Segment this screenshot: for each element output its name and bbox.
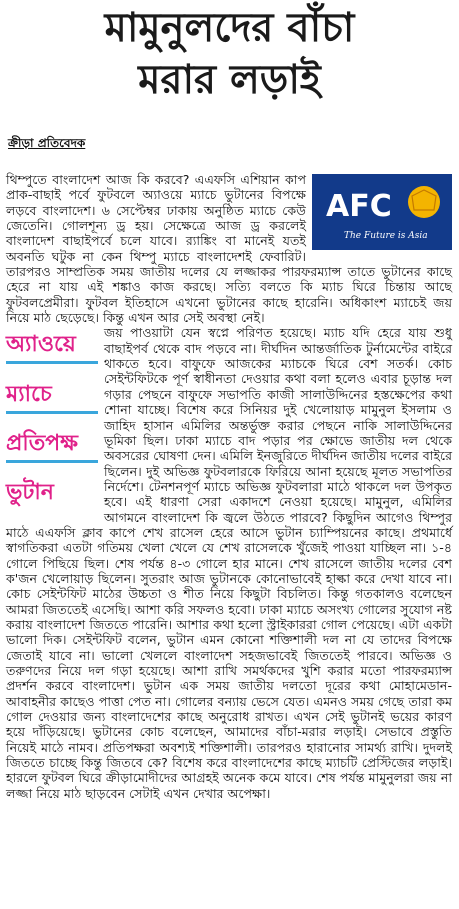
headline	[0, 2, 459, 106]
headline-line-2: মরার লড়াই	[138, 56, 321, 103]
pull-quote	[6, 329, 98, 509]
afc-logo-text: AFC	[326, 189, 392, 224]
article-body	[6, 172, 452, 801]
afc-tagline: The Future is Asia	[344, 231, 428, 241]
afc-logo	[312, 174, 452, 250]
article-paragraph-2: জয় পাওয়াটা যেন স্বপ্নে পরিণত হয়েছে। ম্যাচ যদি হেরে যায় শুধু বাছাইপর্ব থেকে বাদ পড়বে না। দীর্ঘদিন আন্তর্জাতিক টুর্নামেন্টের বাইরে থাকতে হবে। বাফুফে আজকের ম্যাচকে ঘিরে বেশ সতর্ক। কোচ সেইন্টফিটকে পূর্ণ স্বাধীনতা দেওয়ার কথা বলা হলেও এবার চূড়ান্ত দল গড়ার পেছনে বাফুফে সভাপতি কাজী সালাউদ্দিনের হস্তক্ষেপের কথা শোনা যাচ্ছে। বিশেষ করে সিনিয়র দুই খেলোয়াড় মামুনুল ইসলাম ও জাহিদ হাসান এমিলির অন্তর্ভুক্ত করার পেছনে নাকি সালাউদ্দিনের ভূমিকা ছিল। ঢাকা ম্যাচে বাদ পড়ার পর ক্ষোভে জাতীয় দল থেকে অবসরের ঘোষণা দেন। এমিলি ইনজুরিতে দীর্ঘদিন জাতীয় দলের বাইরে ছিলেন। দুই অভিজ্ঞ ফুটবলারকে ফিরিয়ে আনা হয়েছে মূলত সভাপতির নির্দেশে। টেনশনপূর্ণ ম্যাচে অভিজ্ঞ ফুটবলারা মাঠে থাকলে দল উপকৃত হবে। এই ধারণা সেরা একাদশে নেওয়া হয়েছে। মামুনুল, এমিলির আগমনে বাংলাদেশ কি জ্বলে উঠতে পারবে? কিছুদিন আগেও থিম্পুর মাঠে এএফসি ক্লাব কাপে শেখ রাসেল হেরে আসে ভুটান চ্যাম্পিয়নের কাছে। প্রথমার্ধে স্বাগতিকরা এতটা গতিময় খেলা খেলে যে শেখ রাসেলকে খুঁজেই পাওয়া যাচ্ছিল না। ১-৪ গোলে পিছিয়ে ছিল। শেষ পর্যন্ত ৪-৩ গোলে হার মানে। শেখ রাসেলে জাতীয় দলের বেশ ক'জন খেলোয়াড় ছিলেন। সুতরাং আজ ভুটানকে কোনোভাবেই হাল্কা করে দেখা যাবে না। কোচ সেইন্টফিট মাঠের উচ্চতা ও শীত নিয়ে কিছুটা বিচলিত। কিন্তু গতকালও বলেছেন আমরা জিততেই এসেছি। আশা করি সফলও হবো। ঢাকা ম্যাচে অসংখ্য গোলের সুযোগ নষ্ট করায় বাংলাদেশ জিততে পারেনি। আশার কথা হলো স্ট্রাইকাররা গোল পেয়েছে। এটা একটা ভালো দিক। সেইন্টফিট বলেন, ভুটান এমন কোনো শক্তিশালী দল না যে তাদের বিপক্ষে জেতাই যাবে না। ভালো খেললে বাংলাদেশ সহজভাবেই জিততেই পারবে। অভিজ্ঞ ও তরুণদের নিয়ে দল গড়া হয়েছে। আশা রাখি সমর্থকদের খুশি করার মতো পারফরম্যান্স প্রদর্শন করবে বাংলাদেশ। ভুটান এক সময় জাতীয় দলতো দূরের কথা মোহামেডান-আবাহনীর কাছেও পাত্তা পেত না। গোলের বন্যায় ভেসে যেত। এমনও সময় গেছে তারা কম গোল দেওয়ার জন্য বাংলাদেশের কাছে অনুরোধ রাখত। এখন সেই ভুটানই ভয়ের কারণ হয়ে দাঁড়িয়েছে। ভুটানের কোচ বলেছেন, আমাদের বাঁচা-মরার লড়াই। সেভাবে প্রস্তুতি নিয়েই মাঠে নামব। প্রতিপক্ষরা অবশ্যই শক্তিশালী। তারপরও হারানোর সামর্থ্য রাখি। দুদলই জিততে চাচ্ছে কিন্তু জিতবে কে? বিশেষ করে বাংলাদেশের কাছে ম্যাচটি প্রেস্টিজের লড়াই। হারলে ফুটবল ঘিরে ক্রীড়ামোদীদের আগ্রহই অনেক কমে যাবে। শেষ পর্যন্ত মামুনুলরা জয় না লজ্জা নিয়ে মাঠ ছাড়বেন সেটাই এখন দেখার অপেক্ষা।	[6, 325, 452, 801]
pull-quote-line-1: অ্যাওয়ে	[6, 329, 98, 364]
article-paragraph-1: থিম্পুতে বাংলাদেশ আজ কি করবে? এএফসি এশিয়ান কাপ প্রাক-বাছাই পর্বে ফুটবলে অ্যাওয়ে ম্যাচে ভুটানের বিপক্ষে লড়বে বাংলাদেশ। ৬ সেপ্টেম্বর ঢাকায় অনুষ্ঠিত ম্যাচে কেউ জেতেনি। গোলশূন্য ড্র হয়। সেক্ষেত্রে আজ ড্র করলেই বাংলাদেশ বাছাইপর্বে চলে যাবে। র‍্যাঙ্কিং বা মানেই যতই অবনতি ঘটুক না কেন থিম্পু ম্যাচে বাংলাদেশই ফেবারিট। তারপরও সাম্প্রতিক সময় জাতীয় দলের যে লজ্জাকর পারফরম্যান্স তাতে ভুটানের কাছে হেরে না যায় এই শঙ্কাও কাজ করছে। সত্যি বলতে কি ম্যাচ ঘিরে চিন্তায় আছে ফুটবলপ্রেমীরা। ফুটবল ইতিহাসে এখনো ভুটানের কাছে হারেনি। অধিকাংশ ম্যাচেই জয় নিয়ে মাঠ ছেড়েছে। কিন্তু এখন আর সেই অবস্থা নেই।	[6, 172, 452, 326]
headline-line-1: মামুনুলদের বাঁচা	[104, 4, 355, 51]
pull-quote-line-3: প্রতিপক্ষ	[6, 428, 98, 463]
pull-quote-line-4: ভুটান	[6, 479, 54, 506]
pull-quote-line-2: ম্যাচে	[6, 379, 98, 414]
byline: ক্রীড়া প্রতিবেদক	[8, 136, 86, 150]
